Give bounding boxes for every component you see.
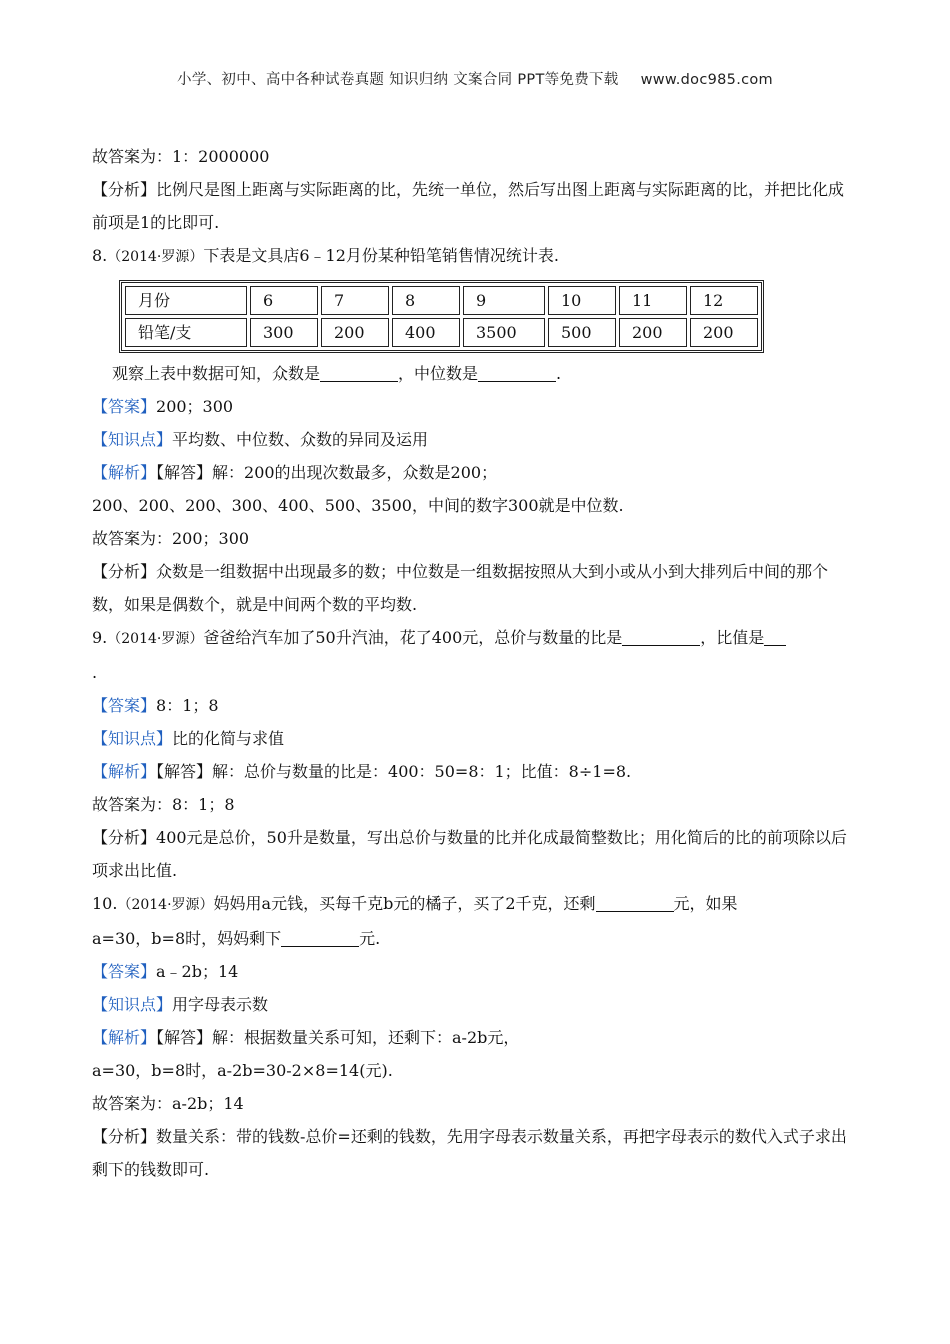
q10-number: 10.	[92, 894, 118, 913]
q10-text-c: a=30，b=8时，妈妈剩下	[92, 929, 282, 948]
q9-number: 9.	[92, 628, 108, 647]
answer-text: 200；300	[156, 397, 234, 416]
table-row	[125, 286, 758, 315]
q9-source: （2014·罗源）	[107, 631, 204, 647]
q10-blank-remain	[596, 893, 674, 912]
q9-blank-value	[764, 627, 786, 646]
q8-source: （2014·罗源）	[107, 249, 204, 265]
q10-text-d: 元.	[359, 929, 381, 948]
solution-text: 【解答】解：根据数量关系可知，还剩下：a-2b元，	[156, 1028, 520, 1047]
analysis-text: 众数是一组数据中出现最多的数；中位数是一组数据按照从大到小或从小到大排列后中间的那个数，如果是偶数个，就是中间两个数的平均数.	[92, 562, 829, 614]
analysis-text: 比例尺是图上距离与实际距离的比，先统一单位，然后写出图上距离与实际距离的比，并把比化成前项是1的比即可.	[92, 180, 845, 232]
q8-blank-median	[478, 363, 556, 382]
q10-stem-line2	[92, 922, 854, 955]
analysis-tag: 【分析】	[92, 828, 157, 847]
q10-knowledge	[92, 988, 854, 1021]
table-cell: 8	[392, 286, 460, 315]
q9-analysis	[92, 821, 854, 887]
q9-text-end: .	[92, 663, 98, 682]
answer-tag: 【答案】	[92, 696, 157, 715]
analysis-text: 400元是总价，50升是数量，写出总价与数量的比并化成最简整数比；用化简后的比的前项除以后项求出比值.	[92, 828, 847, 880]
document-content	[92, 140, 854, 1186]
q8-solution	[92, 456, 854, 489]
table-cell: 300	[250, 318, 318, 347]
table-cell: 6	[250, 286, 318, 315]
table-cell: 200	[321, 318, 389, 347]
analysis-tag: 【分析】	[92, 562, 157, 581]
analysis-tag: 【分析】	[92, 1127, 157, 1146]
q8-prompt-c: .	[556, 364, 562, 383]
page-header	[0, 68, 950, 89]
q10-source: （2014·罗源）	[117, 897, 214, 913]
q8-prompt-b: ，中位数是	[398, 364, 479, 383]
answer-tag: 【答案】	[92, 397, 157, 416]
answer-text: 8：1；8	[156, 696, 219, 715]
q10-final: 故答案为：a-2b；14	[92, 1094, 244, 1113]
q9-text-a: 爸爸给汽车加了50升汽油，花了400元，总价与数量的比是	[203, 628, 623, 647]
q9-answer	[92, 689, 854, 722]
table-cell: 3500	[463, 318, 545, 347]
table-cell: 铅笔/支	[125, 318, 247, 347]
knowledge-text: 用字母表示数	[172, 995, 269, 1014]
knowledge-tag: 【知识点】	[92, 729, 173, 748]
table-cell: 500	[548, 318, 616, 347]
q8-prompt-a: 观察上表中数据可知，众数是	[112, 364, 321, 383]
q8-answer	[92, 390, 854, 423]
analysis-text: 数量关系：带的钱数-总价=还剩的钱数，先用字母表示数量关系，再把字母表示的数代入式子求出剩下的钱数即可.	[92, 1127, 847, 1179]
answer-tag: 【答案】	[92, 962, 157, 981]
q10-solution	[92, 1021, 854, 1054]
q10-blank-left	[281, 928, 359, 947]
table-cell: 9	[463, 286, 545, 315]
q9-final: 故答案为：8：1；8	[92, 795, 235, 814]
knowledge-tag: 【知识点】	[92, 430, 173, 449]
table-cell: 200	[690, 318, 758, 347]
table-cell: 10	[548, 286, 616, 315]
table-cell: 月份	[125, 286, 247, 315]
solution-tag: 【解析】	[92, 1028, 157, 1047]
q9-text-b: ，比值是	[700, 628, 765, 647]
table-row	[125, 318, 758, 347]
prev-answer-line: 故答案为：1：2000000	[92, 147, 270, 166]
q9-stem	[92, 621, 854, 689]
q9-knowledge	[92, 722, 854, 755]
knowledge-tag: 【知识点】	[92, 995, 173, 1014]
q8-prompt	[92, 357, 854, 390]
q9-solution	[92, 755, 854, 788]
table-cell: 400	[392, 318, 460, 347]
answer-text: a﹣2b；14	[156, 962, 239, 981]
q8-number: 8.	[92, 246, 108, 265]
q8-stem	[92, 239, 854, 274]
table-cell: 12	[690, 286, 758, 315]
q8-analysis	[92, 555, 854, 621]
q10-solution-line2: a=30，b=8时，a-2b=30-2×8=14(元).	[92, 1061, 393, 1080]
table-cell: 11	[619, 286, 687, 315]
q10-analysis	[92, 1120, 854, 1186]
knowledge-text: 比的化简与求值	[172, 729, 285, 748]
q10-text-b: 元，如果	[673, 894, 738, 913]
table-cell: 7	[321, 286, 389, 315]
solution-tag: 【解析】	[92, 762, 157, 781]
header-text: 小学、初中、高中各种试卷真题 知识归纳 文案合同 PPT等免费下载	[177, 72, 619, 88]
prev-analysis	[92, 173, 854, 239]
q10-stem	[92, 887, 854, 922]
analysis-tag: 【分析】	[92, 180, 157, 199]
knowledge-text: 平均数、中位数、众数的异同及运用	[172, 430, 429, 449]
q8-solution-line2: 200、200、200、300、400、500、3500，中间的数字300就是中位数.	[92, 496, 624, 515]
solution-tag: 【解析】	[92, 463, 157, 482]
q10-text-a: 妈妈用a元钱，买每千克b元的橘子，买了2千克，还剩	[213, 894, 596, 913]
q8-stats-table	[119, 280, 764, 353]
header-site-link[interactable]: www.doc985.com	[640, 72, 773, 88]
q9-blank-ratio	[622, 627, 700, 646]
q8-blank-mode	[320, 363, 398, 382]
q8-text: 下表是文具店6﹣12月份某种铅笔销售情况统计表.	[203, 246, 559, 265]
q8-final: 故答案为：200；300	[92, 529, 250, 548]
q10-answer	[92, 955, 854, 988]
table-cell: 200	[619, 318, 687, 347]
solution-text: 【解答】解：200的出现次数最多，众数是200；	[156, 463, 498, 482]
q8-knowledge	[92, 423, 854, 456]
solution-text: 【解答】解：总价与数量的比是：400：50=8：1；比值：8÷1=8.	[156, 762, 632, 781]
